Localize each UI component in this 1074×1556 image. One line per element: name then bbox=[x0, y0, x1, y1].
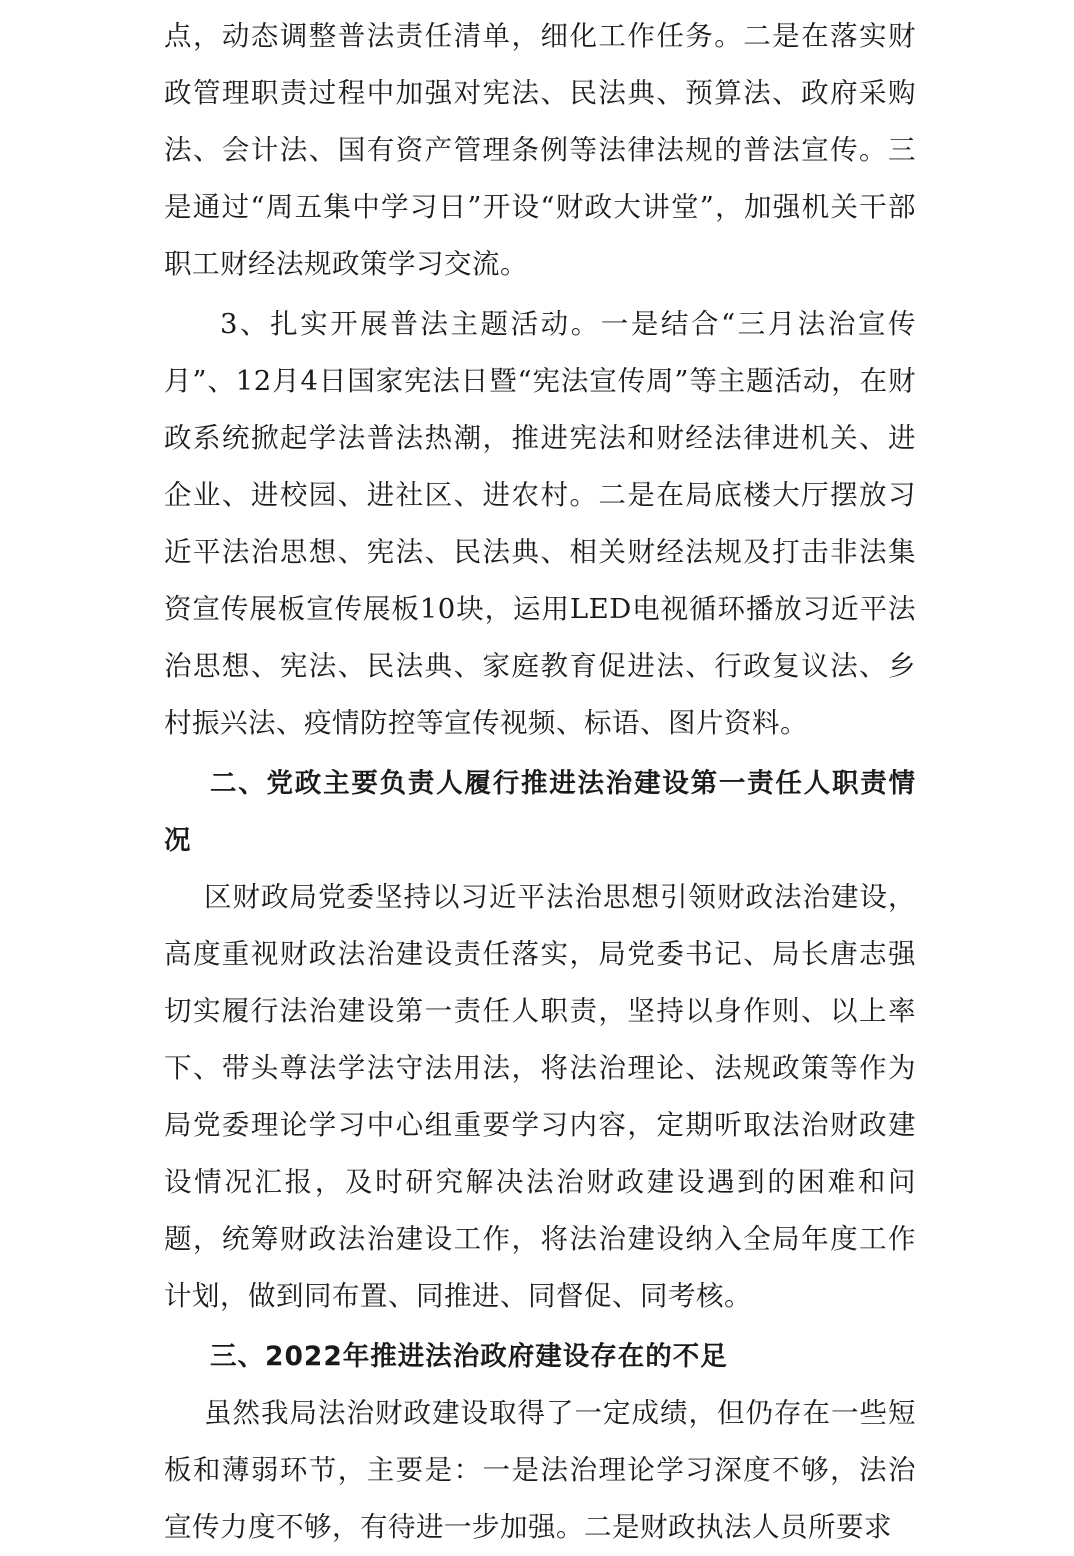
body-paragraph-4: 虽然我局法治财政建设取得了一定成绩，但仍存在一些短板和薄弱环节，主要是：一是法治理论学习深度不够，法治宣传力度不够，有待进一步加强。二是财政执法人员所要求 bbox=[164, 1397, 916, 1543]
section-heading-3: 三、2022年推进法治政府建设存在的不足 bbox=[210, 1341, 728, 1372]
body-paragraph-3: 区财政局党委坚持以习近平法治思想引领财政法治建设，高度重视财政法治建设责任落实，局党委书记、局长唐志强切实履行法治建设第一责任人职责，坚持以身作则、以上率下、带头尊法学法守法用法，将法治理论、法规政策等作为局党委理论学习中心组重要学习内容，定期听取法治财政建设情况汇报，及时研究解决法治财政建设遇到的困难和问题，统筹财政法治建设工作，将法治建设纳入全局年度工作计划，做到同布置、同推进、同督促、同考核。 bbox=[164, 881, 916, 1312]
body-paragraph-2: 3、扎实开展普法主题活动。一是结合“三月法治宣传月”、12月4日国家宪法日暨“宪法宣传周”等主题活动，在财政系统掀起学法普法热潮，推进宪法和财经法律进机关、进企业、进校园、进社区、进农村。二是在局底楼大厅摆放习近平法治思想、宪法、民法典、相关财经法规及打击非法集资宣传展板宣传展板10块，运用LED电视循环播放习近平法治思想、宪法、民法典、家庭教育促进法、行政复议法、乡村振兴法、疫情防控等宣传视频、标语、图片资料。 bbox=[164, 308, 916, 739]
section-heading-2: 二、党政主要负责人履行推进法治建设第一责任人职责情况 bbox=[164, 768, 916, 856]
body-paragraph-1: 点，动态调整普法责任清单，细化工作任务。二是在落实财政管理职责过程中加强对宪法、民法典、预算法、政府采购法、会计法、国有资产管理条例等法律法规的普法宣传。三是通过“周五集中学习日”开设“财政大讲堂”，加强机关干部职工财经法规政策学习交流。 bbox=[164, 20, 916, 280]
document-page bbox=[164, 0, 916, 1556]
